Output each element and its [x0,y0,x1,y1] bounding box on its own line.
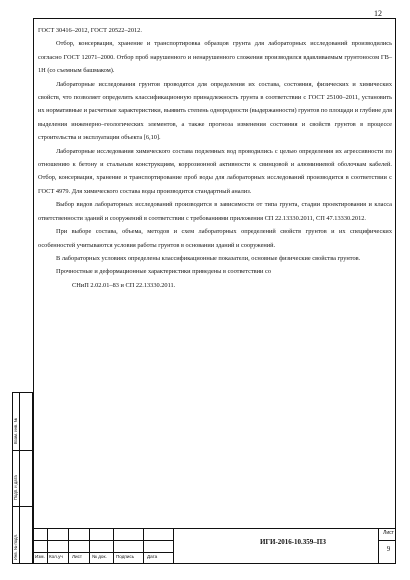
document-code: ИГИ-2016-10.359–ПЗ [260,538,326,546]
paragraph: Выбор видов лабораторных исследований производится в зависимости от типа грунта, стадии проектирования и класса ответственности зданий и сооружений в соответствии с требованиями приложения СП 22.13330.2011, СП 47.13330.2012. [38,201,392,222]
side-strip-divider [12,506,33,507]
sheet-label: Лист [383,530,394,536]
stamp-header-kol: Кол.уч [49,554,63,559]
paragraph: При выборе состава, объема, методов и схем лабораторных определений свойств грунтов и их специфических особенностей учитываются условия работы грунтов в основании зданий и сооружений. [38,228,392,249]
paragraph: Лабораторные исследования химического состава подземных вод проводились с целью определения их агрессивности по отношению к бетону и стальным конструкциям, коррозионной активности к свинцовой и алюминиевой оболочкам кабелей. Отбор, консервация, хранение и транспортирование проб воды для лабораторных исследований производится в соответствии с ГОСТ 4979. Для химического состава воды производится стандартный анализ. [38,147,392,195]
sheet-number: 9 [386,545,391,553]
stamp-header-izm: Изм. [35,554,45,559]
paragraph: Лабораторные исследования грунтов проводятся для определения их состава, состояния, физических и химических свойств, что позволяет определить классификационную принадлежность грунта в соответствии с ГОСТ 25100–2011, установить их нормативные и расчетные характеристики, выявить степень однородности (выдержанности) грунтов по площади и глубине для выделения инженерно–геологических элементов, а также прогноза изменения состояния и свойств грунтов в процессе строительства и эксплуатации объекта [6,10]. [38,80,392,142]
stamp-line [143,528,144,564]
paragraph: ГОСТ 30416–2012, ГОСТ 20522–2012. [38,27,142,34]
side-label-vzam: Взам. инв. № [13,418,18,444]
paragraph: СНиП 2.02.01–83 и СП 22.13330.2011. [72,281,176,289]
side-strip-divider [12,563,33,564]
title-block-stamp [33,528,396,564]
stamp-line [113,528,114,564]
side-label-podp: Подп. и дата [13,475,18,500]
paragraph: Прочностные и деформационные характеристики приведены в соответствии со [56,268,272,276]
stamp-line [89,528,90,564]
stamp-header-doc: № док. [92,554,107,559]
stamp-line [47,528,48,564]
side-label-inv: Инв. № подл. [13,533,18,560]
stamp-line [378,528,379,564]
stamp-header-date: Дата [147,554,158,559]
side-strip [12,392,33,564]
page-number-top: 12 [374,9,382,18]
stamp-line [33,540,173,541]
side-strip-value-column [20,392,33,564]
stamp-line [33,528,396,529]
paragraph: В лабораторных условиях определены классификационные показатели, основные физические свойства грунтов. [56,254,361,262]
stamp-header-signature: Подпись [116,554,135,559]
stamp-line [68,528,69,564]
document-body [38,24,392,292]
side-strip-divider [12,392,33,393]
side-strip-divider [12,450,33,451]
stamp-line [173,528,174,564]
stamp-line [378,540,396,541]
paragraph: Отбор, консервация, хранение и транспортировка образцов грунта для лабораторных исследований производились согласно ГОСТ 12071–2000. Отбор проб нарушенного и ненарушенного сложения производился вдавливаемым грунтоносом ГВ–1Н (со съемным башмаком). [38,40,392,75]
stamp-line [33,552,173,553]
stamp-header-list: Лист [72,554,82,559]
